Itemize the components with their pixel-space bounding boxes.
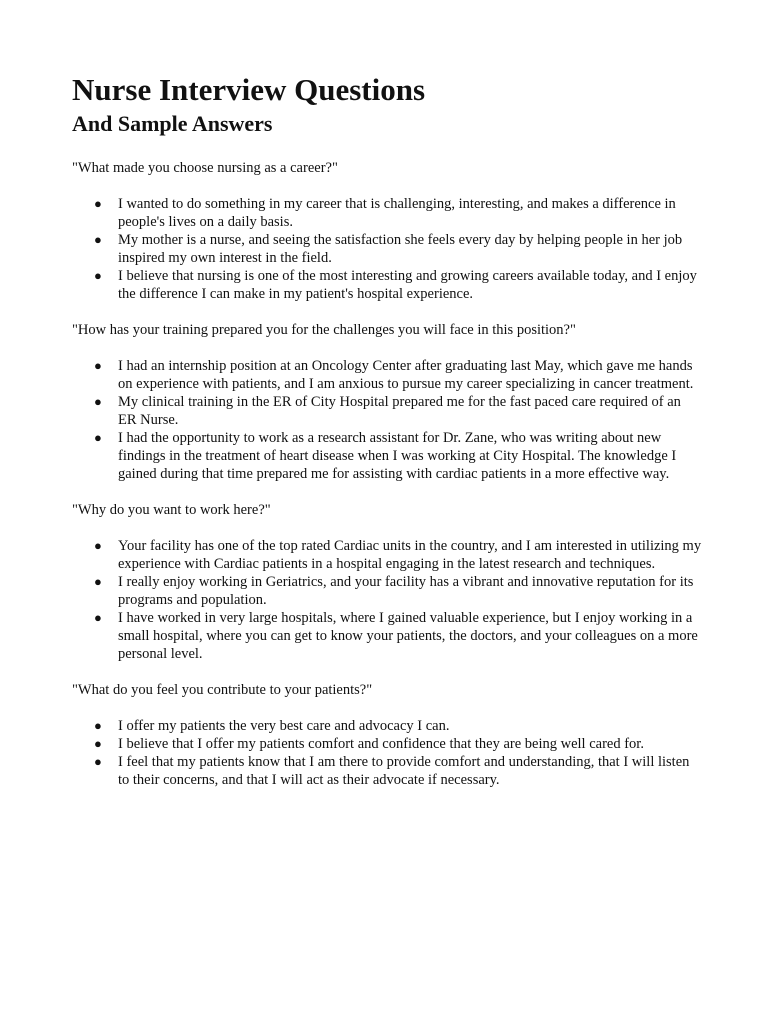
- answer-text: I believe that I offer my patients comfort and confidence that they are being well cared for.: [118, 736, 644, 752]
- answer-item: [72, 195, 702, 231]
- answer-item: [72, 753, 702, 789]
- bullet-icon: ●: [94, 610, 102, 625]
- answer-list-1: [72, 195, 702, 303]
- answer-text: I offer my patients the very best care and advocacy I can.: [118, 718, 450, 734]
- answer-text: Your facility has one of the top rated Cardiac units in the country, and I am interested in utilizing my experience with Cardiac patients in a hospital engaging in the latest research and techniques.: [118, 538, 702, 572]
- bullet-icon: ●: [94, 538, 102, 553]
- document-subtitle: And Sample Answers: [72, 111, 273, 136]
- question-1: "What made you choose nursing as a career?": [72, 160, 338, 176]
- answer-text: I had an internship position at an Oncology Center after graduating last May, which gave me hands on experience with patients, and I am anxious to pursue my career specializing in cancer treatment.: [118, 358, 694, 392]
- answer-item: [72, 231, 702, 267]
- bullet-icon: ●: [94, 268, 102, 283]
- answer-text: I have worked in very large hospitals, where I gained valuable experience, but I enjoy working in a small hospital, where you can get to know your patients, the doctors, and your colleagues on a more personal level.: [118, 610, 698, 662]
- question-2: "How has your training prepared you for the challenges you will face in this position?": [72, 322, 576, 338]
- answer-list-4: [72, 717, 702, 789]
- bullet-icon: ●: [94, 754, 102, 769]
- bullet-icon: ●: [94, 718, 102, 733]
- answer-item: [72, 537, 702, 573]
- question-4: "What do you feel you contribute to your patients?": [72, 682, 373, 698]
- qa-section-1: [72, 159, 702, 303]
- answer-item: [72, 573, 702, 609]
- answer-item: [72, 717, 702, 735]
- bullet-icon: ●: [94, 358, 102, 373]
- answer-item: [72, 735, 702, 753]
- bullet-icon: ●: [94, 394, 102, 409]
- answer-item: [72, 429, 702, 483]
- answer-text: I had the opportunity to work as a research assistant for Dr. Zane, who was writing about new findings in the treatment of heart disease when I was working at City Hospital. The knowledge I gained during that time prepared me for assisting with cardiac patients in a more effective way.: [118, 430, 677, 482]
- answer-text: I wanted to do something in my career that is challenging, interesting, and makes a difference in people's lives on a daily basis.: [118, 196, 676, 230]
- qa-section-4: [72, 681, 702, 789]
- answer-item: [72, 357, 702, 393]
- bullet-icon: ●: [94, 196, 102, 211]
- answer-text: My clinical training in the ER of City Hospital prepared me for the fast paced care required of an ER Nurse.: [118, 394, 681, 428]
- answer-item: [72, 609, 702, 663]
- qa-section-3: [72, 501, 702, 663]
- bullet-icon: ●: [94, 574, 102, 589]
- bullet-icon: ●: [94, 736, 102, 751]
- answer-item: [72, 393, 702, 429]
- answer-list-3: [72, 537, 702, 663]
- answer-text: I really enjoy working in Geriatrics, and your facility has a vibrant and innovative reputation for its programs and population.: [118, 574, 694, 608]
- answer-list-2: [72, 357, 702, 483]
- document-page: [72, 70, 702, 789]
- qa-section-2: [72, 321, 702, 483]
- bullet-icon: ●: [94, 232, 102, 247]
- answer-text: I feel that my patients know that I am there to provide comfort and understanding, that I will listen to their concerns, and that I will act as their advocate if necessary.: [118, 754, 690, 788]
- document-title: Nurse Interview Questions: [72, 72, 426, 107]
- answer-item: [72, 267, 702, 303]
- answer-text: I believe that nursing is one of the most interesting and growing careers available today, and I enjoy the difference I can make in my patient's hospital experience.: [118, 268, 697, 302]
- question-3: "Why do you want to work here?": [72, 502, 271, 518]
- bullet-icon: ●: [94, 430, 102, 445]
- answer-text: My mother is a nurse, and seeing the satisfaction she feels every day by helping people in her job inspired my own interest in the field.: [118, 232, 683, 266]
